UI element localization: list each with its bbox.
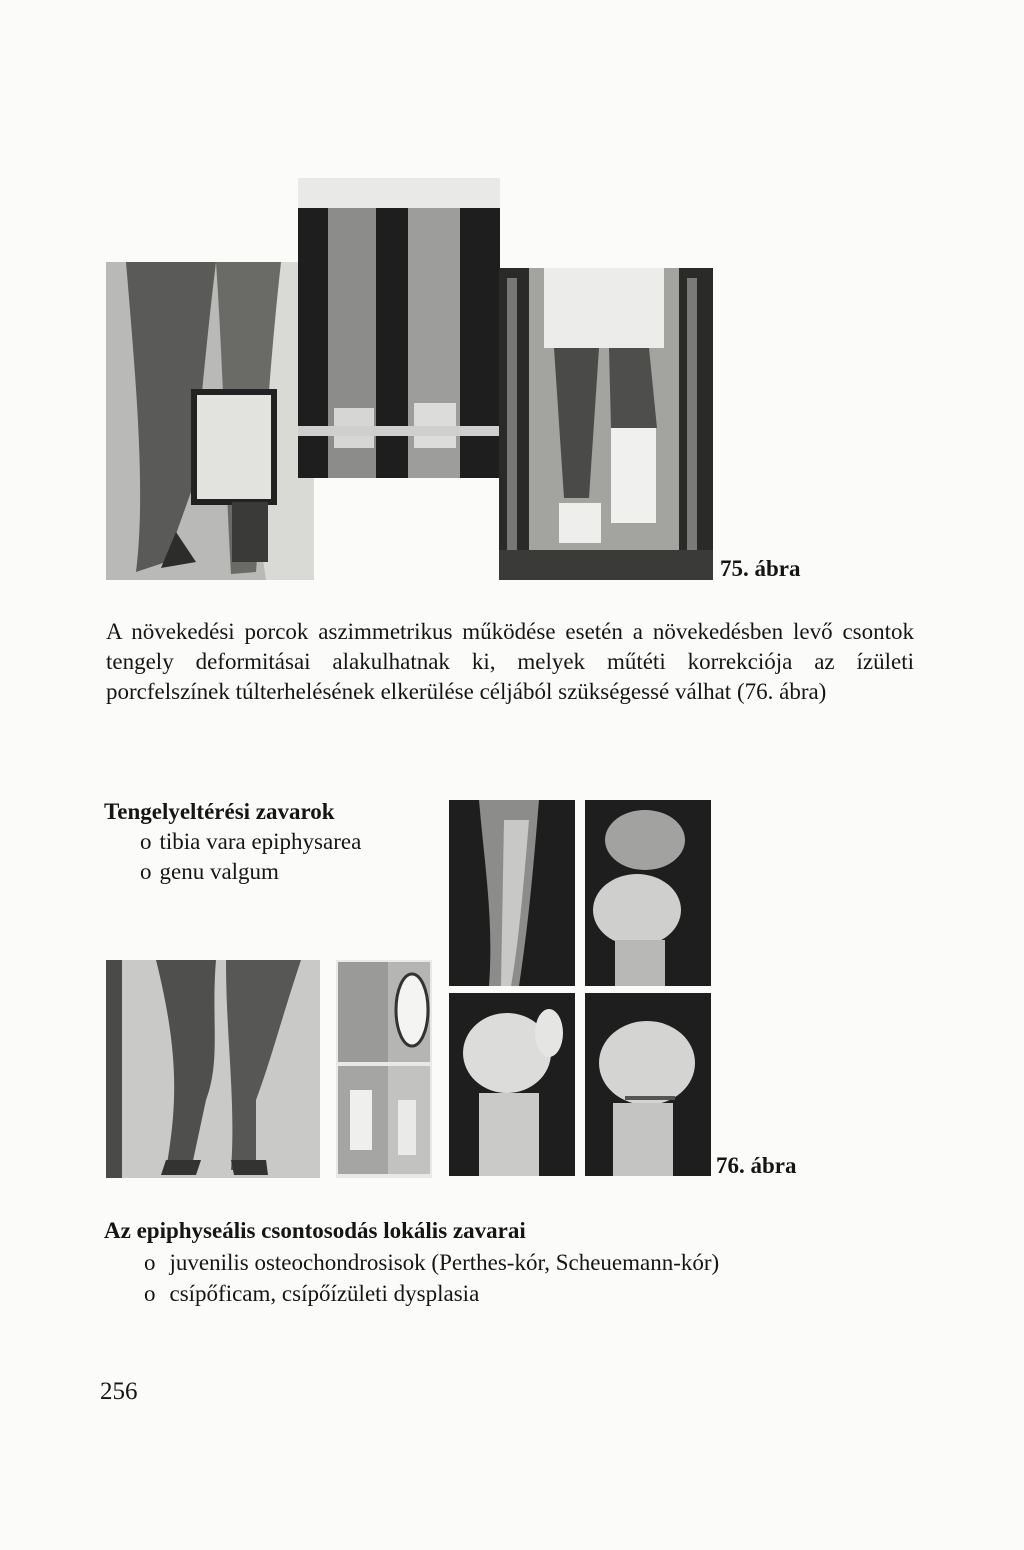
bullet-marker: o <box>144 1250 156 1275</box>
page-number: 256 <box>100 1378 138 1405</box>
knee-xray-top-right <box>585 800 711 986</box>
epiphyseal-list <box>104 1247 924 1309</box>
epiphyseal-section <box>104 1215 924 1309</box>
bullet-marker: o <box>140 829 152 854</box>
list-item: o juvenilis osteochondrosisok (Perthes-kór, Scheuemann-kór) <box>144 1247 924 1278</box>
list-item: o tibia vara epiphysarea <box>140 827 434 857</box>
list-item: o csípőficam, csípőízületi dysplasia <box>144 1278 924 1309</box>
leg-with-external-fixator-photo <box>106 262 314 580</box>
knee-xray-bottom-right <box>585 993 711 1176</box>
leg-xray-photo <box>298 178 500 478</box>
axis-deviation-section <box>104 797 434 887</box>
body-paragraph: A növekedési porcok aszimmetrikus működése esetén a növekedésben levő csontok tengely deformitásai alakulhatnak ki, melyek műtéti korrekciója az ízületi porcfelszínek túlterhelésének elkerülése céljából szükségessé válhat (76. ábra) <box>106 619 914 704</box>
knee-xray-top-left <box>449 800 575 986</box>
list-item: o genu valgum <box>140 857 434 887</box>
child-with-crutches-and-brace-photo <box>499 268 713 580</box>
axis-deviation-title: Tengelyeltérési zavarok <box>104 799 335 824</box>
knee-xray-bottom-left <box>449 993 575 1176</box>
bullet-marker: o <box>144 1281 156 1306</box>
axis-deviation-list <box>104 827 434 887</box>
genu-valgum-legs-photo <box>106 960 320 1178</box>
figure-76-caption: 76. ábra <box>716 1153 797 1178</box>
knee-xray-pair-photo <box>336 960 432 1178</box>
epiphyseal-title: Az epiphyseális csontosodás lokális zavarai <box>104 1218 526 1243</box>
figure-75-caption: 75. ábra <box>720 556 801 581</box>
bullet-marker: o <box>140 859 152 884</box>
